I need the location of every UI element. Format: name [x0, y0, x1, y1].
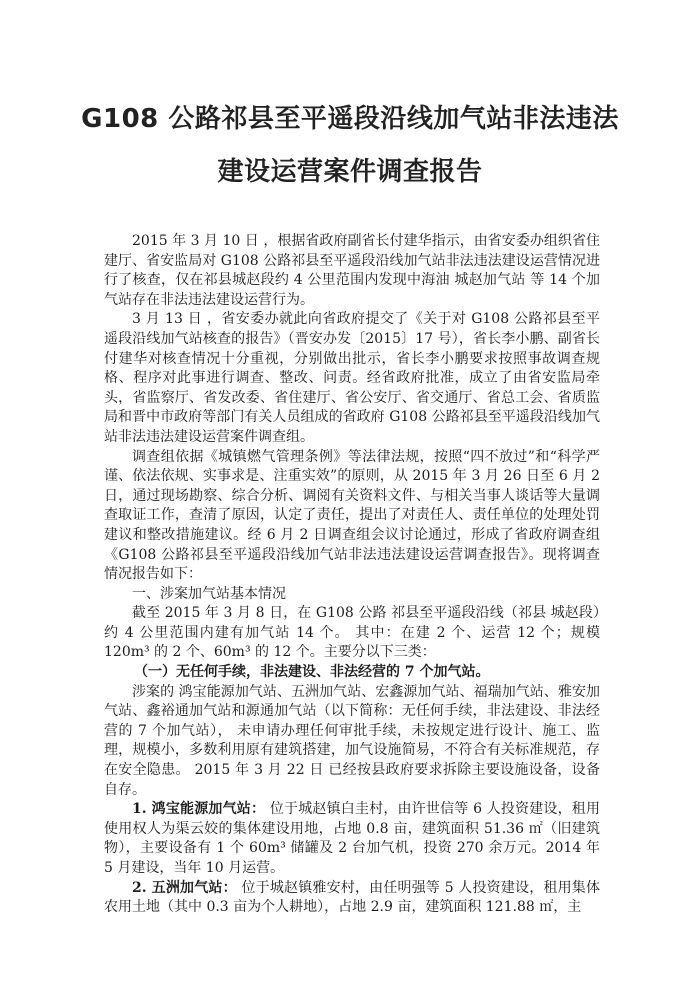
item-2-label: 2. 五洲加气站： — [132, 879, 237, 896]
section-1-title: 一、涉案加气站基本情况 — [132, 585, 286, 602]
item-1-text: 位于城赵镇白圭村，由许世信等 6 人投资建设，租用使用权人为渠云姣的集体建设用地，占地 0.8 亩，建筑面积 51.36 ㎡（旧建筑物），主要设备有 1 个 60m³ 储罐及 2 台加气机，投资 270 余万元。2014 年 5 月建设，当年 10 月运营。 — [104, 801, 600, 876]
subsection-1-title: （一）无任何手续，非法建设、非法经营的 7 个加气站。 — [134, 664, 490, 681]
section-1-paragraph: 截至 2015 年 3 月 8 日，在 G108 公路 祁县至平遥段沿线（祁县 城赵段）约 4 公里范围内建有加气站 14 个。 其中：在建 2 个、运营 12 个；规模 120m³ 的 2 个、60m³ 的 12 个。主要分以下三类： — [104, 605, 600, 661]
document-title-line-2: 建设运营案件调查报告 — [217, 157, 483, 187]
document-body — [104, 232, 600, 918]
document-title-line-1: G108 公路祁县至平遥段沿线加气站非法违法 — [81, 104, 619, 134]
list-item — [104, 879, 600, 918]
subsection-1-paragraph: 涉案的 鸿宝能源加气站、五洲加气站、宏鑫源加气站、福瑞加气站、雅安加气站、鑫裕通加气站和源通加气站（以下简称：无任何手续，非法建设、非法经营的 7 个加气站）， 未申请办理任何审批手续，未按规定进行设计、施工、监理，规模小，多数利用原有建筑搭建，加气设施简易，不符合有关标准规范，存在安全隐患。 2015 年 3 月 22 日 已经按县政府要求拆除主要设施设备，设备自存。 — [104, 683, 600, 798]
paragraph-1: 2015 年 3 月 10 日 ，根据省政府副省长付建华指示，由省安委办组织省住建厅、省安监局对 G108 公路祁县至平遥段沿线加气站非法违法建设运营情况进行了核查，仅在祁县城赵段约 4 公里范围内发现中海油 城赵加气站 等 14 个加气站存在非法违法建设运营行为。 — [104, 233, 600, 308]
list-item — [104, 800, 600, 878]
item-2-text: 位于城赵镇雅安村，由任明强等 5 人投资建设，租用集体农用土地（其中 0.3 亩为个人耕地），占地 2.9 亩，建筑面积 121.88 ㎡，主 — [104, 879, 600, 916]
paragraph-3: 调查组依据《城镇燃气管理条例》等法律法规，按照“四不放过”和“科学严谨、依法依规、实事求是、注重实效”的原则，从 2015 年 3 月 26 日至 6 月 2 日，通过现场勘察、综合分析、调阅有关资料文件、与相关当事人谈话等大量调查取证工作，查清了原因，认定了责任，提出了对责任人、责任单位的处理处罚建议和整改措施建议。经 6 月 2 日调查组会议讨论通过，形成了省政府调查组《G108 公路祁县至平遥段沿线加气站非法违法建设运营调查报告》。现将调查情况报告如下： — [104, 448, 600, 583]
paragraph-2: 3 月 13 日 ，省安委办就此向省政府提交了《关于对 G108 公路祁县至平遥段沿线加气站核查的报告》（晋安办发〔2015〕17 号），省长李小鹏、副省长付建华对核查情况十分重视，分别做出批示，省长李小鹏要求按照事故调查规格、程序对此事进行调查、整改、问责。经省政府批准，成立了由省安监局牵头，省监察厅、省发改委、省住建厅、省公安厅、省交通厅、省总工会、省质监局和晋中市政府等部门有关人员组成的省政府 G108 公路祁县至平遥段沿线加气站非法违法建设运营案件调查组。 — [104, 311, 600, 445]
item-1-label: 1. 鸿宝能源加气站： — [132, 801, 266, 818]
